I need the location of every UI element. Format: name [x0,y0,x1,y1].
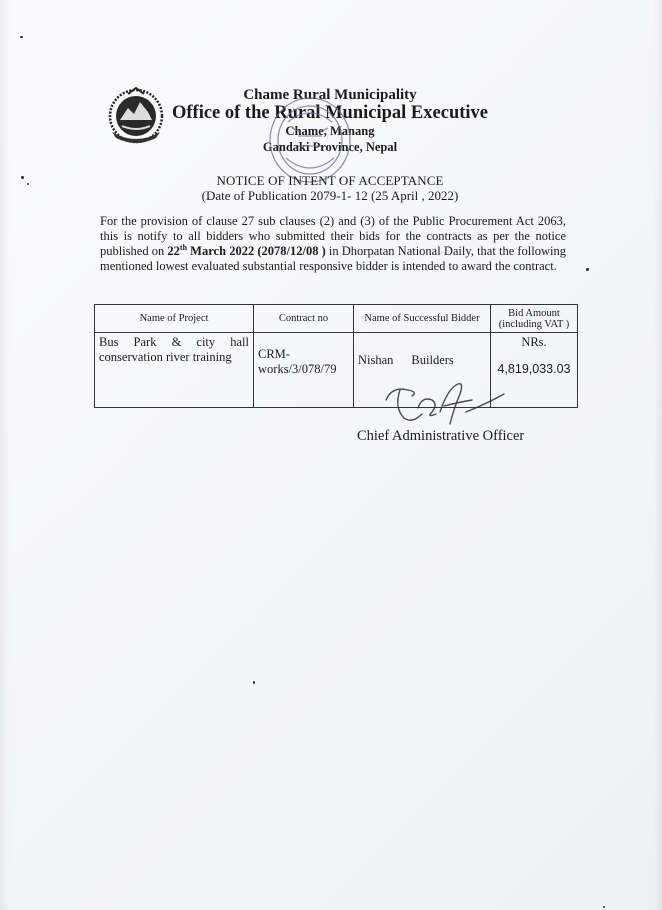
scan-speck [27,183,29,185]
notice-title: NOTICE OF INTENT OF ACCEPTANCE [216,173,444,188]
scan-speck [253,681,255,684]
office-province: Gandaki Province, Nepal [262,140,398,154]
page-edge-shadow [0,0,10,910]
bidder-name-part: Nishan [358,353,394,367]
body-text: in Dhorpatan National Daily, that the following mentioned lowest evaluated substantial responsive bidder is intended to award the contract. [100,244,566,273]
published-day-suffix: th [179,242,188,252]
amount-value: 4,819,033.03 [497,362,571,376]
bidder-name-part: Builders [411,353,454,367]
notice-body [100,214,566,274]
municipality-name: Chame Rural Municipality [243,87,417,103]
published-date [167,244,325,258]
scan-speck [586,268,589,271]
header-amount: Bid Amount (including VAT ) [491,305,578,333]
signatory-title: Chief Administrative Officer [357,428,525,444]
amount-currency: NRs. [521,335,547,349]
cell-contract-no: CRM-works/3/078/79 [254,333,354,408]
page-edge-shadow [654,0,662,910]
published-day: 22 [167,244,180,258]
header-project: Name of Project [95,305,254,333]
published-date-rest: March 2022 (2078/12/08 ) [187,244,326,258]
body-text: For the provision of clause 27 sub clauses (2) and (3) of the Public Procurement Act 2063, this is notify to all bidders who submitted their bids for the contracts as per the notice published on [100,214,566,258]
scan-speck [603,906,605,908]
office-name: Office of the Rural Municipal Executive [172,103,488,123]
office-location: Chame, Manang [285,124,375,138]
header-contract-no: Contract no [254,305,354,333]
publication-date: (Date of Publication 2079-1- 12 (25 April , 2022) [201,188,459,203]
signature-scribble [378,378,508,433]
header-bidder: Name of Successful Bidder [354,305,491,333]
scan-speck [21,176,24,179]
scan-speck [20,36,23,38]
cell-project: Bus Park & city hall conservation river training [95,333,254,408]
table-header-row [95,305,578,333]
